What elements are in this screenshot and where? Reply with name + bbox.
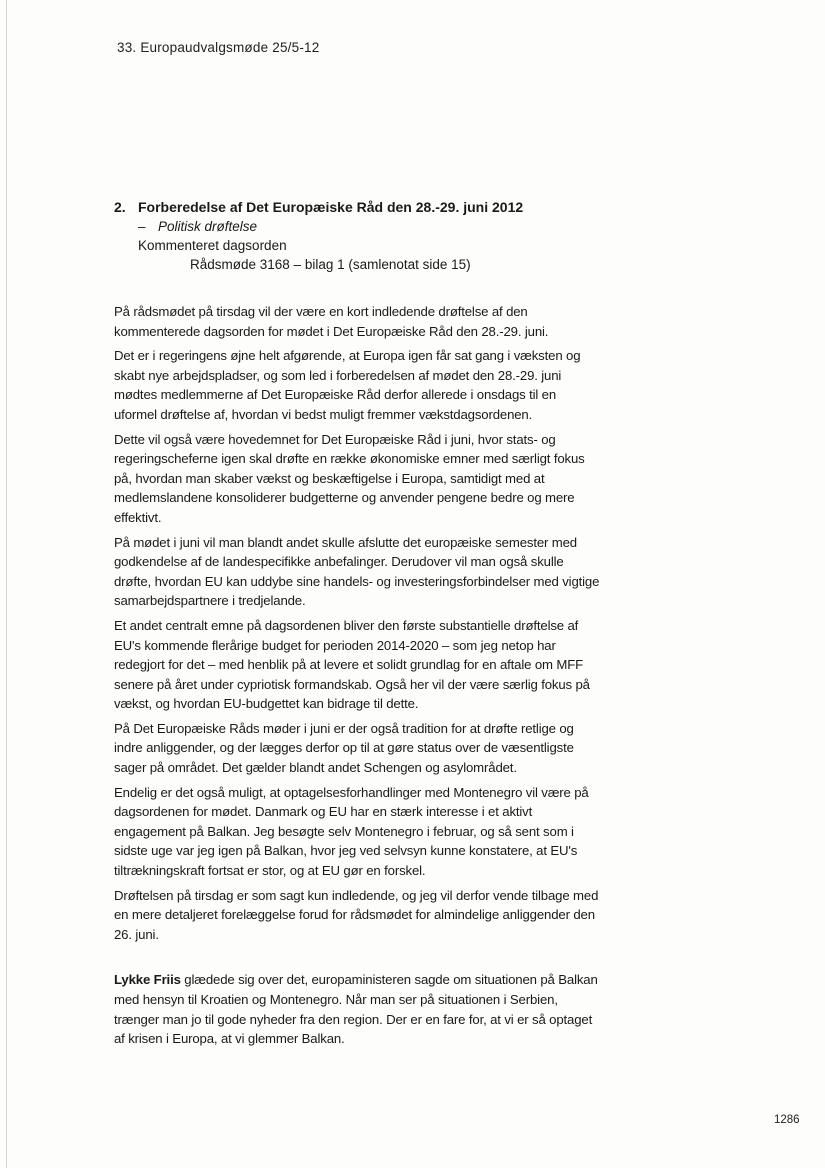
agenda-number: 2. — [114, 199, 126, 215]
agenda-dash: – — [138, 219, 146, 234]
agenda-item — [114, 198, 714, 274]
agenda-subitem — [138, 217, 714, 236]
paragraph: Endelig er det også muligt, at optagelsesforhandlinger med Montenegro vil være på dagsordenen for mødet. Danmark og EU har en stærk interesse i et aktivt engagement på Balkan. Jeg besøgte selv Montenegro i februar, og så sent som i sidste uge var jeg igen på Balkan, hvor jeg ved selvsyn kunne konstatere, at EU's tiltrækningskraft fortsat er stor, og at EU gør en forskel. — [114, 784, 589, 879]
paragraph: På Det Europæiske Råds møder i juni er der også tradition for at drøfte retlige og indre anliggender, og der lægges derfor op til at gøre status over de væsentligste sager på området. Det gælder blandt andet Schengen og asylområdet. — [114, 720, 574, 776]
paragraph: På mødet i juni vil man blandt andet skulle afslutte det europæiske semester med godkendelse af de landespecifikke anbefalinger. Derudover vil man også skulle drøfte, hvordan EU kan uddybe sine handels- og investeringsforbindelser med vigtige samarbejdspartnere i tredjelande. — [114, 534, 600, 609]
scan-edge-line — [6, 0, 7, 1168]
speaker-text: glædede sig over det, europaministeren sagde om situationen på Balkan med hensyn til Kroatien og Montenegro. Når man ser på situationen i Serbien, trænger man jo til gode nyheder fra den region. Der er en fare for, at vi er så optaget af krisen i Europa, at vi glemmer Balkan. — [114, 972, 598, 1047]
agenda-reference: Rådsmøde 3168 – bilag 1 (samlenotat side 15) — [190, 257, 471, 272]
speaker-paragraph — [114, 970, 600, 1048]
paragraph: Et andet centralt emne på dagsordenen bliver den første substantielle drøftelse af EU's kommende flerårige budget for perioden 2014-2020 – som jeg netop har redegjort for det – med henblik på at levere et solidt grundlag for en aftale om MFF senere på året under cypriotisk formandskab. Også her vil der være særlig fokus på vækst, og hvordan EU-budgettet kan bidrage til dette. — [114, 617, 590, 712]
paragraph: Det er i regeringens øjne helt afgørende, at Europa igen får sat gang i væksten og skabt nye arbejdspladser, og som led i forberedelsen af mødet den 28.-29. juni mødtes medlemmerne af Det Europæiske Råd derfor allerede i onsdags til en uformel drøftelse af, hvordan vi bedst muligt fremmer vækstdagsordenen. — [114, 348, 581, 422]
meeting-header: 33. Europaudvalgsmøde 25/5-12 — [117, 40, 320, 55]
speaker-name: Lykke Friis — [114, 972, 181, 988]
agenda-commented-agenda: Kommenteret dagsorden — [138, 238, 287, 253]
agenda-title-row — [114, 198, 714, 217]
agenda-subitem-text: Politisk drøftelse — [158, 219, 258, 234]
document-body — [114, 302, 600, 1054]
page-number: 1286 — [774, 1114, 800, 1126]
paragraph: Drøftelsen på tirsdag er som sagt kun indledende, og jeg vil derfor vende tilbage med en mere detaljeret forelæggelse forud for rådsmødet for almindelige anliggender den 26. juni. — [114, 887, 599, 942]
paragraph: Dette vil også være hovedemnet for Det Europæiske Råd i juni, hvor stats- og regeringscheferne igen skal drøfte en række økonomiske emner med særligt fokus på, hvordan man skaber vækst og beskæftigelse i Europa, samtidigt med at medlemslandene konsoliderer budgetterne og anvender pengene bedre og mere effektivt. — [114, 431, 585, 525]
agenda-title: Forberedelse af Det Europæiske Råd den 28.-29. juni 2012 — [138, 199, 524, 215]
paragraph: På rådsmødet på tirsdag vil der være en kort indledende drøftelse af den kommenterede dagsorden for mødet i Det Europæiske Råd den 28.-29. juni. — [114, 304, 549, 339]
